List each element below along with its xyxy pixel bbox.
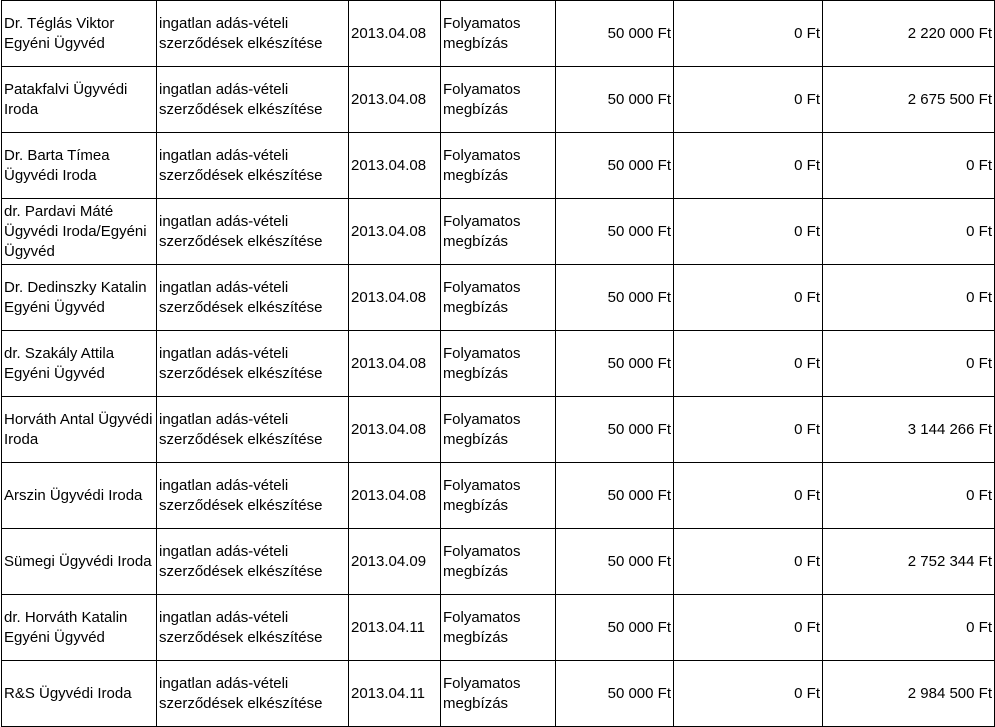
contract-date-cell: 2013.04.08 xyxy=(349,67,441,133)
lawyer-name-cell: dr. Horváth Katalin Egyéni Ügyvéd xyxy=(2,595,157,661)
total-amount-cell: 0 Ft xyxy=(823,463,995,529)
contract-subject-cell: ingatlan adás-vételi szerződések elkészítése xyxy=(157,133,349,199)
contract-date-cell: 2013.04.08 xyxy=(349,133,441,199)
contract-subject-cell: ingatlan adás-vételi szerződések elkészítése xyxy=(157,199,349,265)
contract-type-cell: Folyamatos megbízás xyxy=(441,67,556,133)
table-row xyxy=(2,529,995,595)
lawyer-name-cell: dr. Pardavi Máté Ügyvédi Iroda/Egyéni Ügyvéd xyxy=(2,199,157,265)
contract-type-cell: Folyamatos megbízás xyxy=(441,661,556,727)
contract-date-cell: 2013.04.11 xyxy=(349,661,441,727)
extra-fee-cell: 0 Ft xyxy=(674,595,823,661)
contract-type-cell: Folyamatos megbízás xyxy=(441,133,556,199)
contract-type-cell: Folyamatos megbízás xyxy=(441,331,556,397)
fee-cell: 50 000 Ft xyxy=(556,595,674,661)
contract-subject-cell: ingatlan adás-vételi szerződések elkészítése xyxy=(157,595,349,661)
lawyer-name-cell: Sümegi Ügyvédi Iroda xyxy=(2,529,157,595)
contract-date-cell: 2013.04.08 xyxy=(349,463,441,529)
extra-fee-cell: 0 Ft xyxy=(674,133,823,199)
contract-date-cell: 2013.04.08 xyxy=(349,265,441,331)
total-amount-cell: 2 752 344 Ft xyxy=(823,529,995,595)
fee-cell: 50 000 Ft xyxy=(556,199,674,265)
total-amount-cell: 2 675 500 Ft xyxy=(823,67,995,133)
contract-subject-cell: ingatlan adás-vételi szerződések elkészítése xyxy=(157,529,349,595)
contract-type-cell: Folyamatos megbízás xyxy=(441,529,556,595)
table-row xyxy=(2,67,995,133)
contract-type-cell: Folyamatos megbízás xyxy=(441,199,556,265)
lawyer-name-cell: dr. Szakály Attila Egyéni Ügyvéd xyxy=(2,331,157,397)
table-row xyxy=(2,1,995,67)
contract-date-cell: 2013.04.11 xyxy=(349,595,441,661)
contract-subject-cell: ingatlan adás-vételi szerződések elkészítése xyxy=(157,661,349,727)
contracts-table xyxy=(1,0,995,727)
contract-type-cell: Folyamatos megbízás xyxy=(441,397,556,463)
contract-subject-cell: ingatlan adás-vételi szerződések elkészítése xyxy=(157,463,349,529)
lawyer-name-cell: Arszin Ügyvédi Iroda xyxy=(2,463,157,529)
fee-cell: 50 000 Ft xyxy=(556,1,674,67)
table-row xyxy=(2,463,995,529)
lawyer-name-cell: Horváth Antal Ügyvédi Iroda xyxy=(2,397,157,463)
lawyer-name-cell: Dr. Téglás Viktor Egyéni Ügyvéd xyxy=(2,1,157,67)
fee-cell: 50 000 Ft xyxy=(556,397,674,463)
total-amount-cell: 0 Ft xyxy=(823,133,995,199)
extra-fee-cell: 0 Ft xyxy=(674,67,823,133)
lawyer-name-cell: Dr. Barta Tímea Ügyvédi Iroda xyxy=(2,133,157,199)
contract-date-cell: 2013.04.09 xyxy=(349,529,441,595)
fee-cell: 50 000 Ft xyxy=(556,463,674,529)
contract-date-cell: 2013.04.08 xyxy=(349,331,441,397)
contract-date-cell: 2013.04.08 xyxy=(349,1,441,67)
total-amount-cell: 0 Ft xyxy=(823,331,995,397)
contract-subject-cell: ingatlan adás-vételi szerződések elkészítése xyxy=(157,331,349,397)
lawyer-name-cell: Patakfalvi Ügyvédi Iroda xyxy=(2,67,157,133)
extra-fee-cell: 0 Ft xyxy=(674,529,823,595)
contract-date-cell: 2013.04.08 xyxy=(349,199,441,265)
contracts-table-body xyxy=(2,1,995,727)
extra-fee-cell: 0 Ft xyxy=(674,199,823,265)
table-row xyxy=(2,265,995,331)
contract-subject-cell: ingatlan adás-vételi szerződések elkészítése xyxy=(157,1,349,67)
contract-date-cell: 2013.04.08 xyxy=(349,397,441,463)
contract-subject-cell: ingatlan adás-vételi szerződések elkészítése xyxy=(157,397,349,463)
table-row xyxy=(2,133,995,199)
lawyer-name-cell: R&S Ügyvédi Iroda xyxy=(2,661,157,727)
fee-cell: 50 000 Ft xyxy=(556,529,674,595)
extra-fee-cell: 0 Ft xyxy=(674,1,823,67)
fee-cell: 50 000 Ft xyxy=(556,661,674,727)
extra-fee-cell: 0 Ft xyxy=(674,265,823,331)
contract-subject-cell: ingatlan adás-vételi szerződések elkészítése xyxy=(157,67,349,133)
table-row xyxy=(2,331,995,397)
total-amount-cell: 2 220 000 Ft xyxy=(823,1,995,67)
total-amount-cell: 3 144 266 Ft xyxy=(823,397,995,463)
table-row xyxy=(2,199,995,265)
fee-cell: 50 000 Ft xyxy=(556,331,674,397)
contract-type-cell: Folyamatos megbízás xyxy=(441,595,556,661)
contract-type-cell: Folyamatos megbízás xyxy=(441,1,556,67)
extra-fee-cell: 0 Ft xyxy=(674,331,823,397)
fee-cell: 50 000 Ft xyxy=(556,67,674,133)
total-amount-cell: 0 Ft xyxy=(823,265,995,331)
table-row xyxy=(2,595,995,661)
contract-type-cell: Folyamatos megbízás xyxy=(441,265,556,331)
extra-fee-cell: 0 Ft xyxy=(674,463,823,529)
total-amount-cell: 2 984 500 Ft xyxy=(823,661,995,727)
table-row xyxy=(2,661,995,727)
extra-fee-cell: 0 Ft xyxy=(674,661,823,727)
contract-type-cell: Folyamatos megbízás xyxy=(441,463,556,529)
contract-subject-cell: ingatlan adás-vételi szerződések elkészítése xyxy=(157,265,349,331)
extra-fee-cell: 0 Ft xyxy=(674,397,823,463)
table-row xyxy=(2,397,995,463)
fee-cell: 50 000 Ft xyxy=(556,133,674,199)
total-amount-cell: 0 Ft xyxy=(823,595,995,661)
lawyer-name-cell: Dr. Dedinszky Katalin Egyéni Ügyvéd xyxy=(2,265,157,331)
total-amount-cell: 0 Ft xyxy=(823,199,995,265)
fee-cell: 50 000 Ft xyxy=(556,265,674,331)
